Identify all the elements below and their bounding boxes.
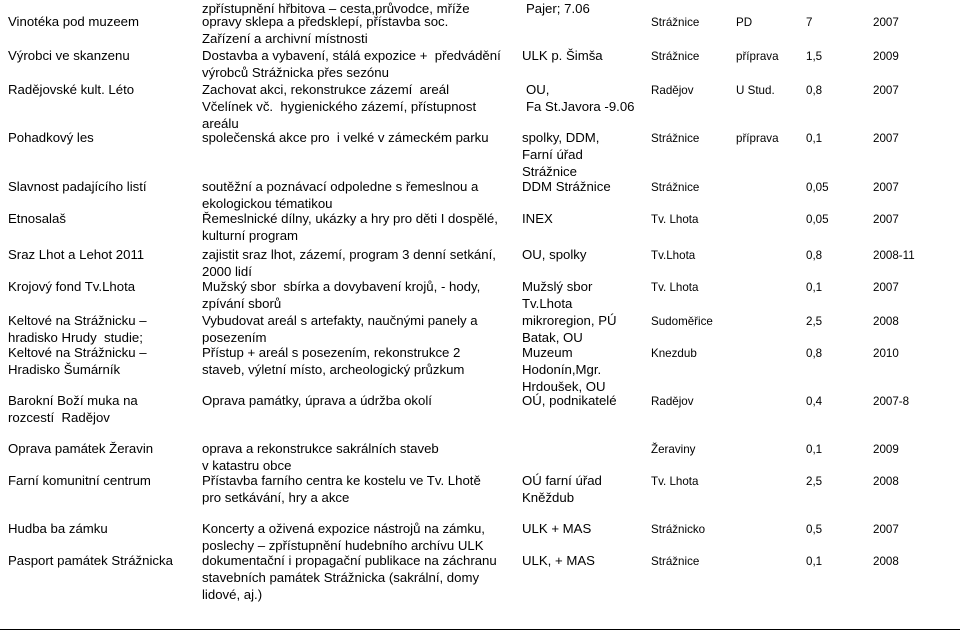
cell-name: Vinotéka pod muzeem [8,14,139,29]
cell-status: příprava [736,50,779,63]
cell-partner: ULK, + MAS [522,553,595,568]
cell-cost: 0,1 [806,555,823,568]
cell-partner: OU, spolky [522,247,587,262]
cell-name: Oprava památek Žeravin [8,441,154,456]
cell-year: 2009 [873,443,899,456]
cell-place: Žeraviny [651,443,696,456]
cell-desc: opravy sklepa a předsklepí, přístavba soc. Zařízení a archivní místnosti [202,14,449,46]
bottom-divider [0,629,960,630]
cell-desc: dokumentační i propagační publikace na záchranu stavebních památek Strážnicka (sakrální, domy lidové, aj.) [202,553,497,602]
cell-cost: 0,1 [806,281,823,294]
cell-cost: 2,5 [806,315,823,328]
cell-name: Slavnost padajícího listí [8,179,147,194]
cell-desc: Zachovat akci, rekonstrukce zázemí areál Včelínek vč. hygienického zázemí, přístupnost areálu [202,82,477,131]
cell-year: 2009 [873,50,899,63]
cell-name: Sraz Lhot a Lehot 2011 [8,247,145,262]
cell-partner: ULK + MAS [522,521,592,536]
cell-partner: OÚ, podnikatelé [522,393,617,408]
cell-partner: mikroregion, PÚ Batak, OU [522,313,617,345]
cell-cost: 1,5 [806,50,823,63]
cell-name: Výrobci ve skanzenu [8,48,130,63]
cell-desc: zajistit sraz lhot, zázemí, program 3 denní setkání, 2000 lidí [202,247,496,279]
cell-name: Pohadkový les [8,130,94,145]
cell-partner: DDM Strážnice [522,179,611,194]
cell-partner: OÚ farní úřad Kněždub [522,473,602,505]
cell-cost: 0,5 [806,523,823,536]
cell-partner: Muzeum Hodonín,Mgr. Hrdoušek, OU [522,345,606,394]
cell-year: 2008 [873,475,899,488]
cell-name: Radějovské kult. Léto [8,82,135,97]
cell-desc: Vybudovat areál s artefakty, naučnými panely a posezením [202,313,478,345]
cell-cost: 0,05 [806,213,829,226]
cell-status: U Stud. [736,84,775,97]
cell-name: Hudba ba zámku [8,521,108,536]
cell-desc: Koncerty a oživená expozice nástrojů na zámku, poslechy – zpřístupnění hudebního archívu ULK [202,521,485,553]
cell-partner: spolky, DDM, Farní úřad Strážnice [522,130,600,179]
cell-year: 2007-8 [873,395,910,408]
cell-desc: zpřístupnění hřbitova – cesta,průvodce, mříže [202,1,470,16]
cell-name: Etnosalaš [8,211,66,226]
cell-desc: společenská akce pro i velké v zámeckém parku [202,130,489,145]
cell-desc: Dostavba a vybavení, stálá expozice + předvádění výrobců Strážnicka přes sezónu [202,48,501,80]
cell-year: 2010 [873,347,899,360]
cell-place: Strážnice [651,555,700,568]
cell-year: 2007 [873,84,899,97]
cell-name: Barokní Boží muka na rozcestí Radějov [8,393,138,425]
cell-cost: 0,05 [806,181,829,194]
cell-name: Keltové na Strážnicku – Hradisko Šumárník [8,345,147,377]
cell-status: příprava [736,132,779,145]
cell-place: Radějov [651,395,694,408]
cell-cost: 0,8 [806,249,823,262]
cell-desc: soutěžní a poznávací odpoledne s řemeslnou a ekologickou tématikou [202,179,479,211]
cell-place: Sudoměřice [651,315,713,328]
cell-place: Strážnice [651,132,700,145]
cell-place: Radějov [651,84,694,97]
cell-partner: INEX [522,211,553,226]
cell-year: 2008-11 [873,249,915,262]
cell-place: Strážnice [651,16,700,29]
cell-partner: ULK p. Šimša [522,48,603,63]
cell-cost: 0,8 [806,84,823,97]
cell-year: 2007 [873,16,899,29]
cell-year: 2007 [873,281,899,294]
cell-year: 2007 [873,132,899,145]
cell-year: 2008 [873,315,899,328]
cell-place: Strážnice [651,50,700,63]
cell-cost: 0,1 [806,443,823,456]
cell-name: Farní komunitní centrum [8,473,151,488]
cell-desc: Mužský sbor sbírka a dovybavení krojů, - hody, zpívání sborů [202,279,481,311]
cell-desc: Řemeslnické dílny, ukázky a hry pro děti I dospělé, kulturní program [202,211,498,243]
cell-desc: Přístavba farního centra ke kostelu ve Tv. Lhotě pro setkávání, hry a akce [202,473,481,505]
cell-cost: 0,1 [806,132,823,145]
cell-desc: Oprava památky, úprava a údržba okolí [202,393,432,408]
cell-place: Strážnicko [651,523,706,536]
cell-place: Tv.Lhota [651,249,696,262]
cell-desc: Přístup + areál s posezením, rekonstrukce 2 staveb, výletní místo, archeologický průzkum [202,345,465,377]
cell-place: Knezdub [651,347,697,360]
cell-cost: 7 [806,16,813,29]
cell-year: 2007 [873,523,899,536]
cell-name: Keltové na Strážnicku – hradisko Hrudy studie; [8,313,147,345]
cell-partner: Mužslý sbor Tv.Lhota [522,279,593,311]
cell-cost: 0,4 [806,395,823,408]
cell-place: Strážnice [651,181,700,194]
cell-year: 2007 [873,213,899,226]
cell-cost: 2,5 [806,475,823,488]
cell-cost: 0,8 [806,347,823,360]
cell-year: 2007 [873,181,899,194]
cell-place: Tv. Lhota [651,281,699,294]
cell-status: PD [736,16,753,29]
cell-place: Tv. Lhota [651,213,699,226]
cell-place: Tv. Lhota [651,475,699,488]
cell-desc: oprava a rekonstrukce sakrálních staveb v katastru obce [202,441,439,473]
cell-name: Krojový fond Tv.Lhota [8,279,136,294]
cell-year: 2008 [873,555,899,568]
cell-partner: Pajer; 7.06 [526,1,590,16]
cell-name: Pasport památek Strážnicka [8,553,173,568]
cell-partner: OU, Fa St.Javora -9.06 [526,82,635,114]
